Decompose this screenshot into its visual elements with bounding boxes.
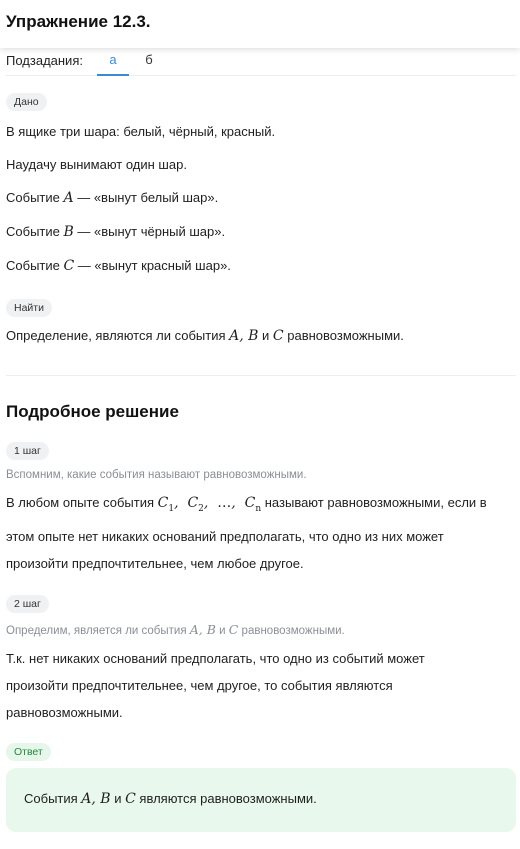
answer-and: и (110, 791, 126, 806)
answer-prefix: События (24, 791, 82, 806)
event-b-var: B (63, 224, 74, 240)
solution-title: Подробное решение (6, 402, 179, 421)
page-header (0, 0, 520, 48)
cn-var: C (244, 495, 256, 511)
event-a-suffix: — «вынут белый шар». (73, 190, 219, 205)
answer-box (6, 768, 516, 832)
event-c-suffix: — «вынут красный шар». (74, 258, 231, 273)
event-b-suffix: — «вынут чёрный шар». (73, 224, 226, 239)
tab-subtask-b[interactable]: б (145, 52, 153, 67)
step-2-line-1: Т.к. нет никаких оснований предполагать, что одно из событий может (6, 651, 425, 666)
c1-var: C (157, 495, 169, 511)
step-1-badge: 1 шаг (6, 442, 49, 460)
answer-suffix: являются равновозможными. (135, 791, 317, 806)
event-c-prefix: Событие (6, 258, 64, 273)
answer-text (24, 791, 317, 807)
subtasks-label: Подзадания: (6, 53, 83, 68)
answer-badge: Ответ (6, 743, 51, 761)
step-2-badge: 2 шаг (6, 595, 49, 613)
subtasks-bar (6, 48, 516, 76)
event-a-prefix: Событие (6, 190, 64, 205)
step-1-hint: Вспомним, какие события называют равновозможными. (6, 469, 307, 481)
step-2-hint-prefix: Определим, является ли события (6, 625, 190, 637)
step-2-hint-c: C (228, 622, 239, 637)
step-1-suffix: называют равновозможными, если в (261, 495, 487, 510)
c2-sub: 2 (198, 503, 204, 514)
event-a-text (6, 190, 218, 206)
step-2-hint (6, 622, 345, 637)
c1-sub: 1 (168, 503, 175, 514)
event-b-text (6, 224, 225, 240)
step-2-paragraph (6, 645, 516, 726)
find-var-c: C (272, 328, 284, 344)
find-vars: A, B (229, 328, 259, 344)
given-badge: Дано (6, 93, 47, 111)
answer-vars: A, B (81, 791, 111, 807)
step-2-hint-and: и (215, 625, 229, 637)
section-divider (6, 375, 516, 376)
step-1-line-2: этом опыте нет никаких оснований предполагать, что одно из них может (6, 528, 444, 544)
step-1-line-3: произойти предпочтительнее, чем любое другое. (6, 555, 304, 571)
cn-sub: n (255, 503, 262, 514)
step-2-line-3: равновозможными. (6, 705, 123, 720)
step-2-hint-suffix: равновозможными. (238, 625, 345, 637)
given-line-2: Наудачу вынимают один шар. (6, 157, 187, 172)
find-prefix: Определение, являются ли события (6, 328, 230, 343)
c2-var: C (187, 495, 199, 511)
find-and: и (258, 328, 273, 343)
find-suffix: равновозможными. (283, 328, 404, 343)
step-2-line-2: произойти предпочтительнее, чем другое, то события являются (6, 678, 393, 693)
step-1-paragraph (6, 489, 516, 577)
step-1-line-1: В любом опыте события $C_1$, $C_2$, …, $C_n$ называют равновозможными, если в (6, 495, 487, 514)
tab-subtask-a[interactable]: а (97, 52, 129, 76)
answer-var-c: C (125, 791, 136, 807)
step-1-prefix: В любом опыте события (6, 495, 158, 510)
given-line-1: В ящике три шара: белый, чёрный, красный. (6, 124, 276, 139)
find-badge: Найти (6, 299, 52, 317)
step-2-hint-vars: A, B (189, 622, 216, 637)
dots: … (217, 495, 232, 511)
page-title: Упражнение 12.3. (6, 12, 151, 31)
event-b-prefix: Событие (6, 224, 64, 239)
find-text (6, 328, 404, 344)
event-a-var: A (63, 190, 74, 206)
event-c-var: C (63, 258, 75, 274)
event-c-text (6, 258, 231, 274)
